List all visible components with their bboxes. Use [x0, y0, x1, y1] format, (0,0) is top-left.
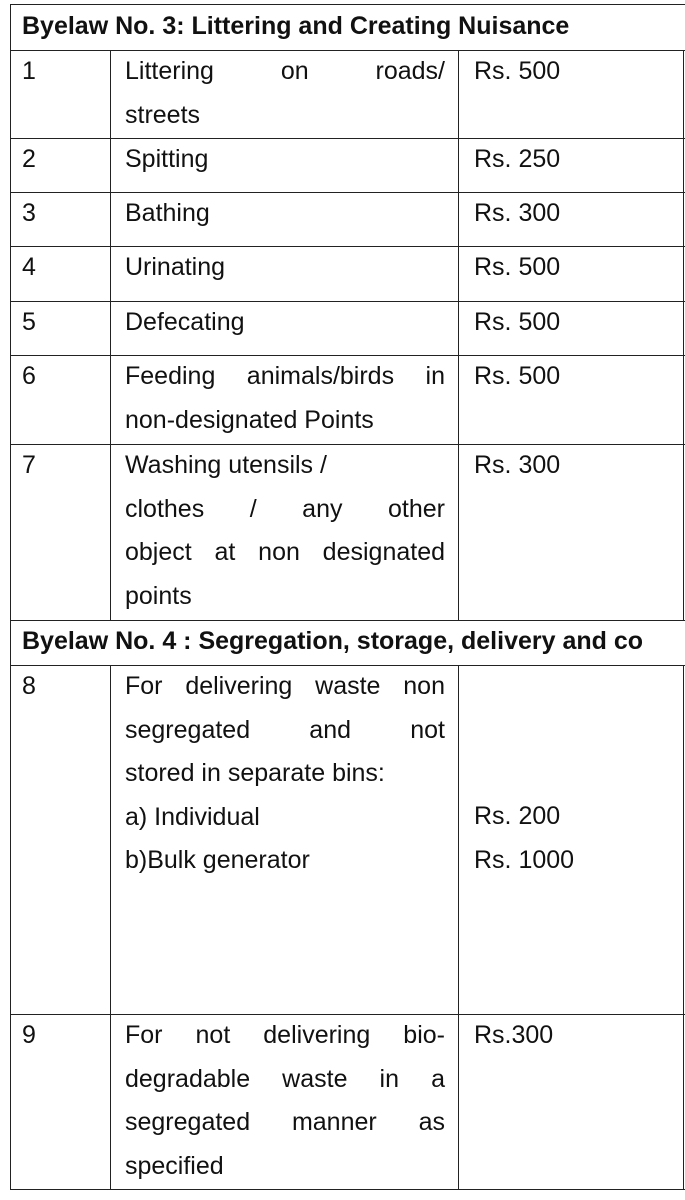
description-line: Defecating	[125, 308, 245, 336]
table-rule	[10, 620, 685, 621]
offence-description	[125, 138, 445, 182]
column-divider	[458, 665, 459, 1189]
column-divider-clipped	[683, 50, 684, 620]
description-line: specified	[125, 1151, 224, 1180]
row-number: 9	[22, 1021, 36, 1049]
table-rule	[10, 4, 685, 5]
row-number: 6	[22, 362, 36, 390]
section-heading-byelaw-3: Byelaw No. 3: Littering and Creating Nuisance	[22, 12, 570, 40]
offence-description	[125, 192, 445, 236]
description-line: streets	[125, 100, 201, 129]
offence-description	[125, 444, 445, 618]
section-heading-byelaw-4: Byelaw No. 4 : Segregation, storage, delivery and co	[22, 627, 644, 655]
table-rule	[10, 1189, 685, 1190]
description-line: Washing utensils /	[125, 451, 327, 479]
description-line: For not delivering bio-	[125, 1021, 445, 1049]
offence-description	[125, 1014, 445, 1188]
row-number: 8	[22, 672, 36, 700]
row-number: 4	[22, 253, 36, 281]
fine-amount-bulk-generator: Rs. 1000	[474, 846, 575, 874]
fine-amount-individual: Rs. 200	[474, 802, 561, 830]
fine-amount: Rs. 300	[474, 199, 561, 227]
offence-description	[125, 355, 445, 442]
row-number: 3	[22, 199, 36, 227]
row-number: 7	[22, 451, 36, 479]
offence-description	[125, 665, 445, 883]
table-border-left	[10, 4, 11, 1189]
fine-amount: Rs. 250	[474, 145, 561, 173]
fine-amount: Rs. 500	[474, 362, 561, 390]
description-line: Feeding animals/birds in	[125, 362, 445, 390]
description-line: Spitting	[125, 145, 209, 173]
description-line: points	[125, 581, 192, 610]
offence-description	[125, 50, 445, 137]
offence-description	[125, 301, 445, 345]
fine-amount: Rs. 500	[474, 308, 561, 336]
description-line: For delivering waste non	[125, 672, 445, 700]
column-divider	[110, 665, 111, 1189]
description-line: b)Bulk generator	[125, 846, 310, 874]
offence-description	[125, 246, 445, 290]
description-line: segregated and not	[125, 715, 445, 744]
row-number: 1	[22, 57, 36, 85]
description-line: Bathing	[125, 199, 210, 227]
fine-amount: Rs. 500	[474, 57, 561, 85]
column-divider	[110, 50, 111, 620]
column-divider	[458, 50, 459, 620]
description-line: object at non designated	[125, 538, 445, 566]
column-divider-clipped	[683, 665, 684, 1189]
description-line: Littering on roads/	[125, 57, 445, 85]
row-number: 5	[22, 308, 36, 336]
description-line: Urinating	[125, 253, 226, 281]
fine-amount: Rs.300	[474, 1021, 554, 1049]
description-line: non-designated Points	[125, 405, 374, 434]
fine-amount: Rs. 500	[474, 253, 561, 281]
description-line: clothes / any other	[125, 494, 445, 523]
fine-amount: Rs. 300	[474, 451, 561, 479]
description-line: stored in separate bins:	[125, 759, 385, 787]
row-number: 2	[22, 145, 36, 173]
description-line: segregated manner as	[125, 1108, 445, 1136]
description-line: a) Individual	[125, 802, 260, 831]
description-line: degradable waste in a	[125, 1064, 445, 1093]
